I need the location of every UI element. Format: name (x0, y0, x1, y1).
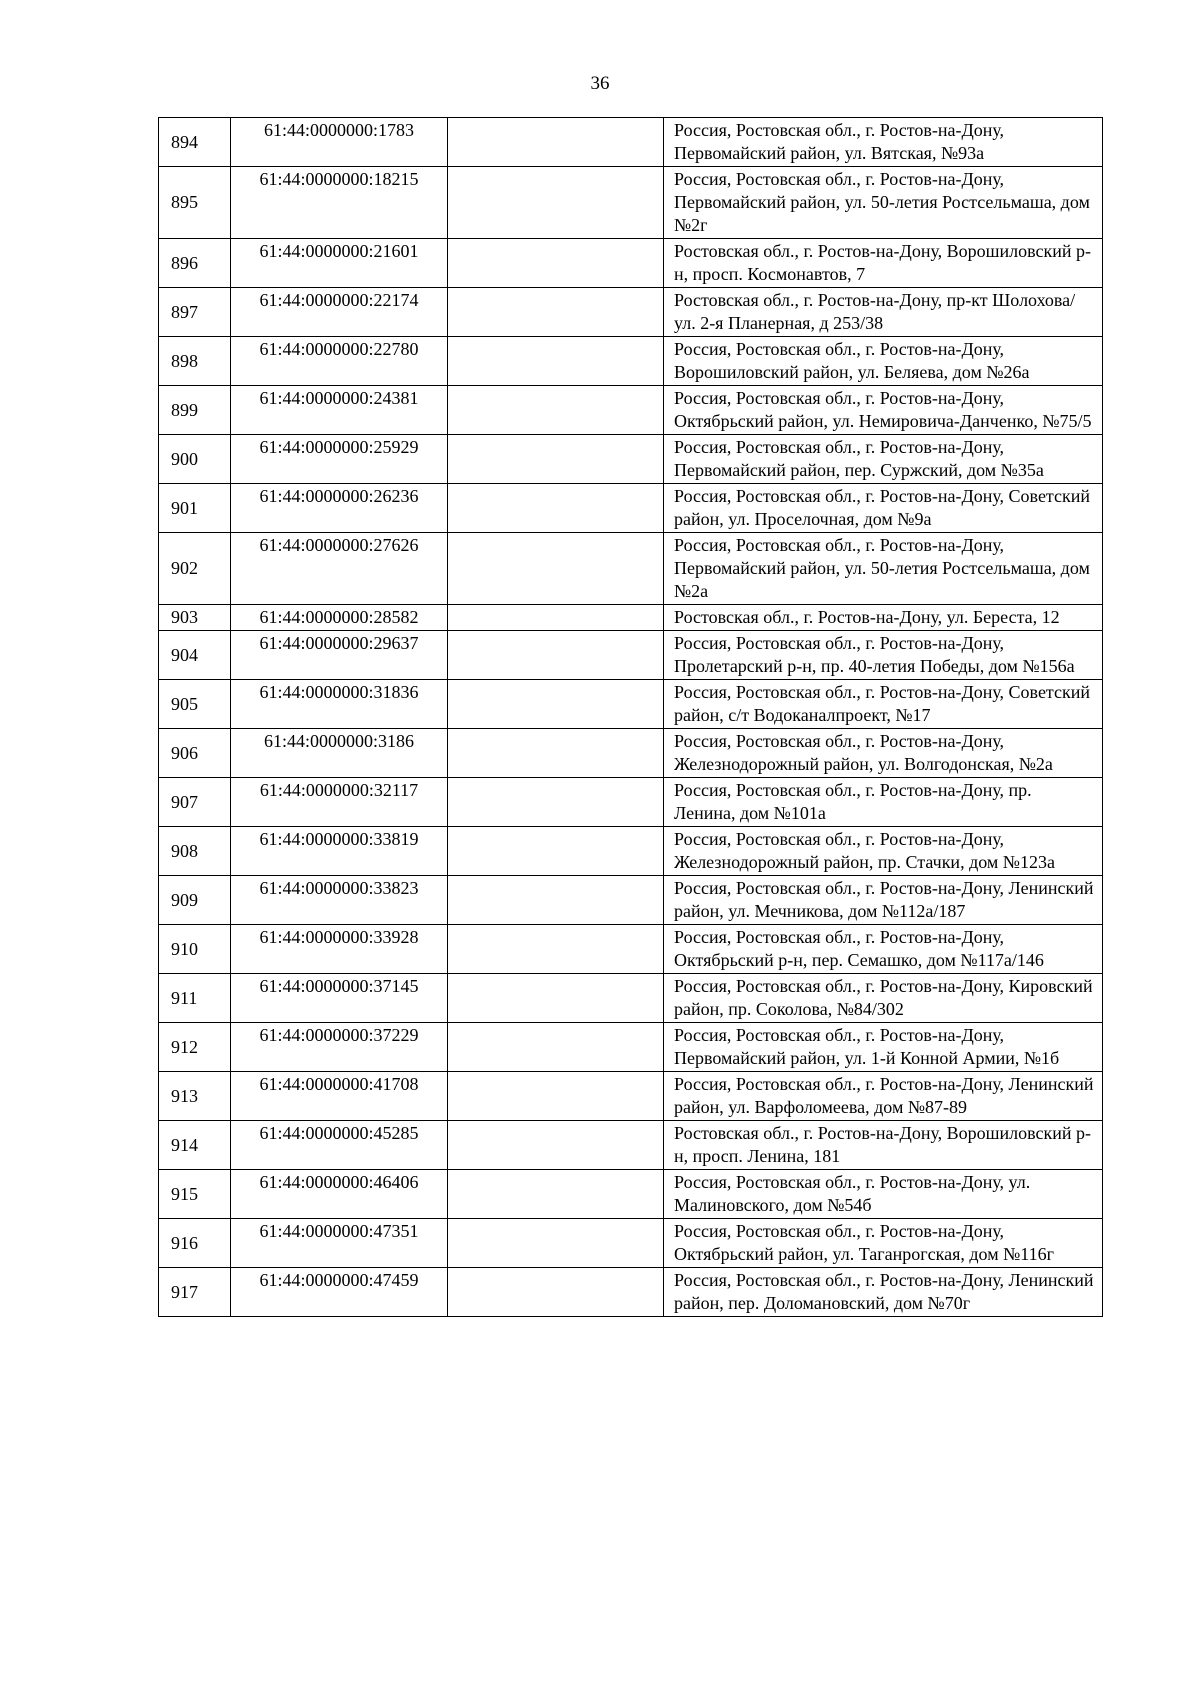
row-number: 894 (159, 118, 231, 167)
address: Россия, Ростовская обл., г. Ростов-на-Дону, Советский район, ул. Проселочная, дом №9а (664, 484, 1103, 533)
row-number: 908 (159, 827, 231, 876)
empty-cell (448, 778, 664, 827)
address: Россия, Ростовская обл., г. Ростов-на-Дону, Советский район, с/т Водоканалпроект, №17 (664, 680, 1103, 729)
address: Россия, Ростовская обл., г. Ростов-на-Дону, Первомайский район, пер. Суржский, дом №35а (664, 435, 1103, 484)
address: Россия, Ростовская обл., г. Ростов-на-Дону, Первомайский район, ул. 1-й Конной Армии, №1б (664, 1023, 1103, 1072)
empty-cell (448, 288, 664, 337)
table-row (159, 876, 1103, 925)
table-row (159, 239, 1103, 288)
table-row (159, 435, 1103, 484)
address: Россия, Ростовская обл., г. Ростов-на-Дону, Октябрьский район, ул. Немировича-Данченко, №75/5 (664, 386, 1103, 435)
row-number: 898 (159, 337, 231, 386)
cadastral-number: 61:44:0000000:22174 (231, 288, 448, 337)
address: Россия, Ростовская обл., г. Ростов-на-Дону, Первомайский район, ул. 50-летия Ростсельмаша, дом №2а (664, 533, 1103, 605)
table-row (159, 974, 1103, 1023)
row-number: 905 (159, 680, 231, 729)
row-number: 915 (159, 1170, 231, 1219)
page-number: 36 (590, 73, 610, 94)
address: Россия, Ростовская обл., г. Ростов-на-Дону, Железнодорожный район, ул. Волгодонская, №2а (664, 729, 1103, 778)
address: Россия, Ростовская обл., г. Ростов-на-Дону, пр. Ленина, дом №101а (664, 778, 1103, 827)
empty-cell (448, 631, 664, 680)
registry-table (158, 117, 1103, 1317)
cadastral-number: 61:44:0000000:3186 (231, 729, 448, 778)
table-row (159, 1121, 1103, 1170)
empty-cell (448, 1072, 664, 1121)
empty-cell (448, 925, 664, 974)
empty-cell (448, 386, 664, 435)
address: Россия, Ростовская обл., г. Ростов-на-Дону, Кировский район, пр. Соколова, №84/302 (664, 974, 1103, 1023)
table-row (159, 167, 1103, 239)
table-row (159, 605, 1103, 631)
row-number: 911 (159, 974, 231, 1023)
address: Россия, Ростовская обл., г. Ростов-на-Дону, Октябрьский район, ул. Таганрогская, дом №116г (664, 1219, 1103, 1268)
cadastral-number: 61:44:0000000:1783 (231, 118, 448, 167)
empty-cell (448, 118, 664, 167)
row-number: 902 (159, 533, 231, 605)
cadastral-number: 61:44:0000000:33819 (231, 827, 448, 876)
empty-cell (448, 827, 664, 876)
row-number: 903 (159, 605, 231, 631)
row-number: 912 (159, 1023, 231, 1072)
address: Россия, Ростовская обл., г. Ростов-на-Дону, Ленинский район, ул. Варфоломеева, дом №87-89 (664, 1072, 1103, 1121)
cadastral-number: 61:44:0000000:46406 (231, 1170, 448, 1219)
cadastral-number: 61:44:0000000:33928 (231, 925, 448, 974)
address: Россия, Ростовская обл., г. Ростов-на-Дону, Ленинский район, пер. Доломановский, дом №70г (664, 1268, 1103, 1317)
empty-cell (448, 974, 664, 1023)
empty-cell (448, 533, 664, 605)
row-number: 907 (159, 778, 231, 827)
table-row (159, 1268, 1103, 1317)
table-row (159, 386, 1103, 435)
empty-cell (448, 680, 664, 729)
table-row (159, 337, 1103, 386)
address: Ростовская обл., г. Ростов-на-Дону, пр-кт Шолохова/ул. 2-я Планерная, д 253/38 (664, 288, 1103, 337)
row-number: 901 (159, 484, 231, 533)
address: Россия, Ростовская обл., г. Ростов-на-Дону, Первомайский район, ул. 50-летия Ростсельмаша, дом №2г (664, 167, 1103, 239)
row-number: 899 (159, 386, 231, 435)
row-number: 909 (159, 876, 231, 925)
cadastral-number: 61:44:0000000:18215 (231, 167, 448, 239)
address: Россия, Ростовская обл., г. Ростов-на-Дону, Железнодорожный район, пр. Стачки, дом №123а (664, 827, 1103, 876)
row-number: 914 (159, 1121, 231, 1170)
table-row (159, 925, 1103, 974)
table-row (159, 1170, 1103, 1219)
empty-cell (448, 484, 664, 533)
empty-cell (448, 239, 664, 288)
table-row (159, 484, 1103, 533)
empty-cell (448, 1023, 664, 1072)
cadastral-number: 61:44:0000000:47351 (231, 1219, 448, 1268)
empty-cell (448, 1170, 664, 1219)
cadastral-number: 61:44:0000000:28582 (231, 605, 448, 631)
cadastral-number: 61:44:0000000:41708 (231, 1072, 448, 1121)
table-row (159, 827, 1103, 876)
table-row (159, 1219, 1103, 1268)
row-number: 896 (159, 239, 231, 288)
cadastral-number: 61:44:0000000:32117 (231, 778, 448, 827)
empty-cell (448, 605, 664, 631)
table-row (159, 1023, 1103, 1072)
row-number: 910 (159, 925, 231, 974)
cadastral-number: 61:44:0000000:25929 (231, 435, 448, 484)
cadastral-number: 61:44:0000000:37229 (231, 1023, 448, 1072)
address: Ростовская обл., г. Ростов-на-Дону, Ворошиловский р-н, просп. Ленина, 181 (664, 1121, 1103, 1170)
cadastral-number: 61:44:0000000:29637 (231, 631, 448, 680)
registry-table-body (159, 118, 1103, 1317)
empty-cell (448, 1219, 664, 1268)
empty-cell (448, 167, 664, 239)
cadastral-number: 61:44:0000000:27626 (231, 533, 448, 605)
empty-cell (448, 1268, 664, 1317)
table-row (159, 729, 1103, 778)
table-row (159, 288, 1103, 337)
table-row (159, 533, 1103, 605)
cadastral-number: 61:44:0000000:33823 (231, 876, 448, 925)
empty-cell (448, 1121, 664, 1170)
table-row (159, 778, 1103, 827)
address: Россия, Ростовская обл., г. Ростов-на-Дону, Ворошиловский район, ул. Беляева, дом №26а (664, 337, 1103, 386)
address: Россия, Ростовская обл., г. Ростов-на-Дону, Ленинский район, ул. Мечникова, дом №112а/187 (664, 876, 1103, 925)
empty-cell (448, 729, 664, 778)
address: Россия, Ростовская обл., г. Ростов-на-Дону, Первомайский район, ул. Вятская, №93а (664, 118, 1103, 167)
empty-cell (448, 876, 664, 925)
cadastral-number: 61:44:0000000:31836 (231, 680, 448, 729)
table-row (159, 1072, 1103, 1121)
table-row (159, 631, 1103, 680)
address: Россия, Ростовская обл., г. Ростов-на-Дону, Октябрьский р-н, пер. Семашко, дом №117а/146 (664, 925, 1103, 974)
empty-cell (448, 435, 664, 484)
address: Ростовская обл., г. Ростов-на-Дону, ул. Береста, 12 (664, 605, 1103, 631)
cadastral-number: 61:44:0000000:26236 (231, 484, 448, 533)
cadastral-number: 61:44:0000000:47459 (231, 1268, 448, 1317)
address: Россия, Ростовская обл., г. Ростов-на-Дону, ул. Малиновского, дом №54б (664, 1170, 1103, 1219)
cadastral-number: 61:44:0000000:22780 (231, 337, 448, 386)
row-number: 895 (159, 167, 231, 239)
row-number: 904 (159, 631, 231, 680)
table-row (159, 680, 1103, 729)
cadastral-number: 61:44:0000000:37145 (231, 974, 448, 1023)
row-number: 906 (159, 729, 231, 778)
address: Ростовская обл., г. Ростов-на-Дону, Ворошиловский р-н, просп. Космонавтов, 7 (664, 239, 1103, 288)
cadastral-number: 61:44:0000000:21601 (231, 239, 448, 288)
table-row (159, 118, 1103, 167)
empty-cell (448, 337, 664, 386)
row-number: 913 (159, 1072, 231, 1121)
address: Россия, Ростовская обл., г. Ростов-на-Дону, Пролетарский р-н, пр. 40-летия Победы, дом №156а (664, 631, 1103, 680)
row-number: 897 (159, 288, 231, 337)
row-number: 900 (159, 435, 231, 484)
cadastral-number: 61:44:0000000:45285 (231, 1121, 448, 1170)
row-number: 917 (159, 1268, 231, 1317)
cadastral-number: 61:44:0000000:24381 (231, 386, 448, 435)
row-number: 916 (159, 1219, 231, 1268)
